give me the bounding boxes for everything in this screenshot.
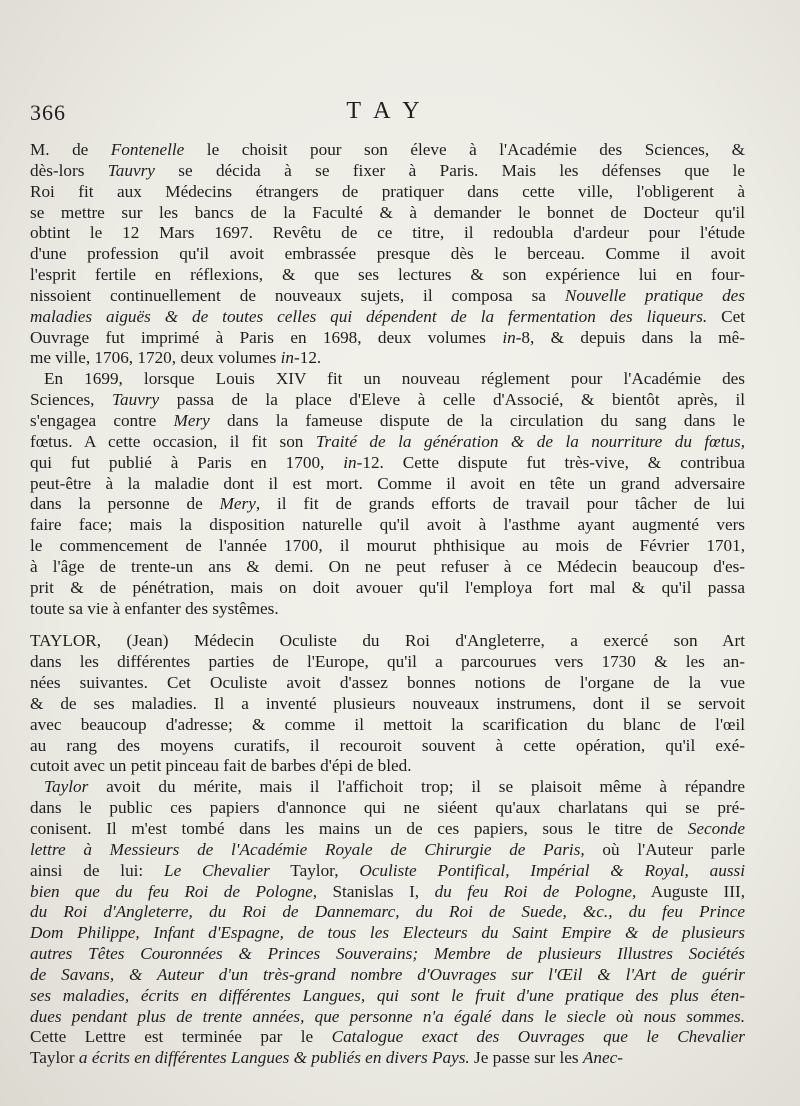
text-run: dès-lors <box>30 160 108 180</box>
italic-run: Nouvelle pratique des <box>564 285 745 305</box>
body-text <box>30 140 745 1069</box>
text-line <box>30 944 745 965</box>
italic-run: Tauvry <box>112 390 160 410</box>
text-line <box>30 244 745 265</box>
italic-run: du feu Roi de Pologne, <box>434 881 637 901</box>
text-line <box>30 286 745 307</box>
text-run: cutoit avec un petit pinceau fait de barbes d'épi de bled. <box>30 756 412 776</box>
text-run: Cet <box>707 306 745 326</box>
text-run: prit & de pénétration, mais on doit avouer qu'il l'employa fort mal & qu'il passa <box>30 577 745 597</box>
italic-run: Mery <box>173 410 210 430</box>
paragraph <box>30 631 745 777</box>
text-run: En 1699, lorsque Louis XIV fit un nouveau réglement pour l'Académie des <box>44 369 745 389</box>
paragraph <box>30 777 745 1069</box>
text-run: -12. Cette dispute fut très-vive, & contribua <box>356 452 745 472</box>
text-run: , il fit de grands efforts de travail pour tâcher de lui <box>255 494 745 514</box>
paragraph <box>30 140 745 369</box>
text-run: nées suivantes. Cet Oculiste avoit d'assez bonnes notions de l'organe de la vue <box>30 673 745 693</box>
paragraph <box>30 369 745 619</box>
text-line <box>30 1007 745 1028</box>
page-header <box>28 96 752 130</box>
text-run: toute sa vie à enfanter des systêmes. <box>30 598 279 618</box>
text-run: dans le public ces papiers d'annonce qui ne siéent qu'aux charlatans qui se pré- <box>30 798 745 818</box>
italic-run: autres Têtes Couronnées & Princes Souverains; Membre de plusieurs Illustres Sociétés <box>30 944 745 964</box>
text-run: Stanislas I, <box>317 881 435 901</box>
text-line <box>30 182 745 203</box>
text-line <box>30 328 745 349</box>
italic-run: lettre à Messieurs de l'Académie Royale de Chirurgie de Paris, <box>30 839 585 859</box>
text-line <box>30 453 745 474</box>
italic-run: Mery <box>219 494 256 514</box>
text-line <box>30 631 745 652</box>
text-line <box>30 265 745 286</box>
text-line <box>30 474 745 495</box>
text-line <box>30 1027 745 1048</box>
text-run: l'esprit fertile en réflexions, & que ses lectures & son expérience lui en four- <box>30 265 745 285</box>
text-run: d'une profession qu'il avoit embrassée presque dès le berceau. Comme il avoit <box>30 244 745 264</box>
text-run: avec beaucoup d'adresse; & comme il mettoit la scarification du blanc de l'œil <box>30 714 745 734</box>
text-run: au rang des moyens curatifs, il recouroit souvent à cette opération, qu'il exé- <box>30 735 745 755</box>
italic-run: Dom Philippe, Infant d'Espagne, de tous les Electeurs du Saint Empire & de plusieurs <box>30 923 745 943</box>
text-line <box>30 715 745 736</box>
text-line <box>30 1048 745 1069</box>
text-line <box>30 673 745 694</box>
text-run: se décida à se fixer à Paris. Mais les défenses que le <box>154 160 745 180</box>
paragraph-gap <box>30 619 745 631</box>
page-number: 366 <box>30 100 66 125</box>
text-run: TAYLOR, (Jean) Médecin Oculiste du Roi d'Angleterre, a exercé son Art <box>30 631 745 651</box>
italic-run: du Roi d'Angleterre, du Roi de Dannemarc, du Roi de Suede, &c., du feu Prince <box>30 902 745 922</box>
text-run: avoit du mérite, mais il l'affichoit trop; il se plaisoit même à répandre <box>88 777 745 797</box>
text-run: s'engagea contre <box>30 410 174 430</box>
italic-run: bien que du feu Roi de Pologne, <box>30 881 318 901</box>
text-run: fœtus. A cette occasion, il fit son <box>30 431 316 451</box>
text-line <box>30 578 745 599</box>
text-run: dans la personne de <box>30 494 220 514</box>
text-line <box>30 223 745 244</box>
italic-run: in <box>343 452 357 472</box>
italic-run: Taylor <box>44 777 89 797</box>
text-line <box>30 536 745 557</box>
text-line <box>30 840 745 861</box>
text-run: où l'Auteur parle <box>584 839 745 859</box>
text-run: -12. <box>294 348 322 368</box>
italic-run: maladies aiguës & de toutes celles qui dépendent de la fermentation des liqueurs. <box>30 306 708 326</box>
italic-run: Anec- <box>582 1048 623 1068</box>
text-line <box>30 390 745 411</box>
text-run: conisent. Il m'est tombé dans les mains un de ces papiers, sous le titre de <box>30 819 688 838</box>
italic-run: Seconde <box>687 819 745 838</box>
text-line <box>30 777 745 798</box>
text-run: nissoient continuellement de nouveaux sujets, il composa sa <box>30 285 565 305</box>
italic-run: a écrits en différentes Langues & publiés en divers Pays. <box>78 1048 470 1068</box>
text-run: faire face; mais la disposition naturelle qu'il avoit à l'asthme ayant augmenté vers <box>30 515 745 535</box>
text-line <box>30 515 745 536</box>
text-run: Ouvrage fut imprimé à Paris en 1698, deux volumes <box>30 327 503 347</box>
text-run: Sciences, <box>30 390 113 410</box>
italic-run: Tauvry <box>107 160 155 180</box>
text-line <box>30 652 745 673</box>
text-line <box>30 494 745 515</box>
text-run: me ville, 1706, 1720, deux volumes <box>30 348 281 368</box>
text-run: dans la fameuse dispute de la circulation du sang dans le <box>209 410 745 430</box>
text-line <box>30 819 745 840</box>
text-run: le commencement de l'année 1700, il mourut phthisique au mois de Février 1701, <box>30 536 745 556</box>
text-run: Je passe sur les <box>469 1048 583 1068</box>
italic-run: Oculiste Pontifical, Impérial & Royal, aussi <box>359 860 745 880</box>
text-line <box>30 557 745 578</box>
running-head: TAY <box>346 98 434 124</box>
text-line <box>30 307 745 328</box>
italic-run: dues pendant plus de trente années, que personne n'a égalé dans le siecle où nous sommes. <box>30 1006 745 1026</box>
text-line <box>30 965 745 986</box>
text-run: Roi fit aux Médecins étrangers de pratiquer dans cette ville, l'obligerent à <box>30 181 745 201</box>
text-run: obtint le 12 Mars 1697. Revêtu de ce titre, il redoubla d'ardeur pour l'étude <box>30 223 745 243</box>
text-run: Taylor <box>30 1048 79 1068</box>
text-run: ainsi de lui: <box>30 860 165 880</box>
text-run: peut-être à la maladie dont il est mort. Comme il avoit en tête un grand adversaire <box>30 473 745 493</box>
text-run: qui fut publié à Paris en 1700, <box>30 452 344 472</box>
text-line <box>30 986 745 1007</box>
text-run: -8, & depuis dans la mê- <box>515 327 745 347</box>
text-run: M. de <box>30 140 111 159</box>
text-run: & de ses maladies. Il a inventé plusieurs nouveaux instrumens, dont il se servoit <box>30 693 745 713</box>
text-run: Auguste III, <box>636 881 745 901</box>
italic-run: ses maladies, écrits en différentes Langues, qui sont le fruit d'une pratique des plus éten- <box>30 985 745 1005</box>
text-run: se mettre sur les bancs de la Faculté & à demander le bonnet de Docteur qu'il <box>30 202 745 222</box>
italic-run: in <box>280 348 294 368</box>
italic-run: de Savans, & Auteur d'un très-grand nombre d'Ouvrages sur l'Œil & l'Art de guérir <box>30 964 745 984</box>
text-line <box>30 369 745 390</box>
text-line <box>30 923 745 944</box>
text-line <box>30 694 745 715</box>
italic-run: Fontenelle <box>110 140 185 159</box>
text-line <box>30 432 745 453</box>
text-run: le choisit pour son éleve à l'Académie des Sciences, & <box>184 140 745 159</box>
text-line <box>30 599 745 620</box>
text-line <box>30 411 745 432</box>
text-run: passa de la place d'Eleve à celle d'Associé, & bientôt après, il <box>159 390 745 410</box>
text-line <box>30 798 745 819</box>
text-line <box>30 902 745 923</box>
text-line <box>30 161 745 182</box>
italic-run: Catalogue exact des Ouvrages que le Chevalier <box>331 1027 745 1047</box>
italic-run: Traité de la génération & de la nourriture du fœtus, <box>315 431 745 451</box>
text-run: à l'âge de trente-un ans & demi. On ne peut refuser à ce Médecin beaucoup d'es- <box>30 556 745 576</box>
text-line <box>30 756 745 777</box>
text-line <box>30 861 745 882</box>
text-line <box>30 348 745 369</box>
text-line <box>30 140 745 161</box>
text-line <box>30 882 745 903</box>
text-line <box>30 203 745 224</box>
text-line <box>30 736 745 757</box>
text-run: Taylor, <box>269 860 360 880</box>
text-run: Cette Lettre est terminée par le <box>30 1027 332 1047</box>
text-run: dans les différentes parties de l'Europe, qu'il a parcourues vers 1730 & les an- <box>30 652 745 672</box>
italic-run: Le Chevalier <box>164 860 270 880</box>
italic-run: in <box>502 327 516 347</box>
